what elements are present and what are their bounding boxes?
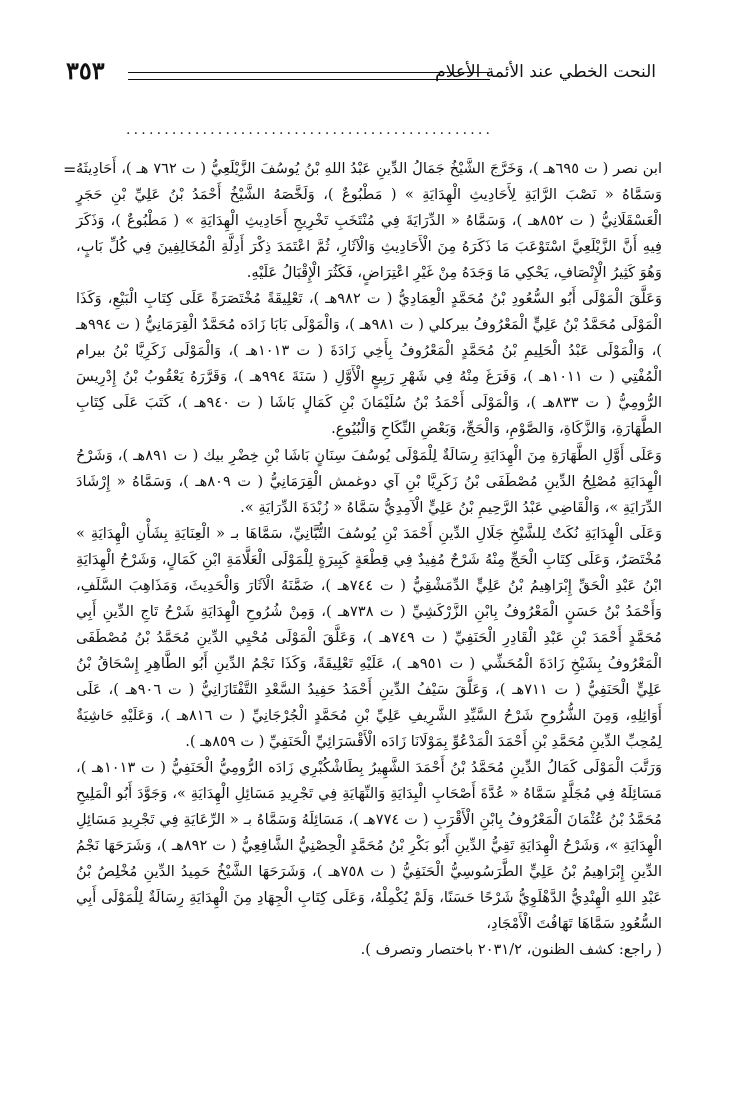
paragraph-3: وَعَلَى أَوَّلِ الطَّهَارَةِ مِنَ الْهِدَايَةِ رِسَالَةٌ لِلْمَوْلَى يُوسُفَ سِنَانٍ بَاشَا بْنِ خِضْرِ بيك ( ت ٨٩١هـ )، وَشَرْحُ الْهِدَايَةِ مُصْلِحُ الدِّينِ مُصْطَفَى بْنُ زَكَرِيَّا بْنِ آي دوغمش الْقِرَمَانِيُّ ( ت ٨٠٩هـ )، وَسَمَّاهُ « إِرْشَادَ الدِّرَايَةِ »، وَالْقَاضِي عَبْدُ الرَّحِيمِ بْنُ عَلِيٍّ الْآمِدِيُّ سَمَّاهُ « زُبْدَةَ الدِّرَايَةِ ». bbox=[76, 446, 662, 516]
reference-note: ( راجع: كشف الظنون، ٢٠٣١/٢ باختصار وتصرف ). bbox=[360, 941, 662, 959]
running-header bbox=[66, 56, 656, 96]
continuation-marker: = bbox=[63, 160, 77, 179]
footnote-separator: ................................................ bbox=[126, 122, 494, 138]
paragraph-4: وَعَلَى الْهِدَايَةِ نُكَتٌ لِلشَّيْخِ جَلَالِ الدِّينِ أَحْمَدَ بْنِ يُوسُفَ التُّبَّانِيِّ، سَمَّاهَا بـ « الْعِنَايَةِ بِشَأْنِ الْهِدَايَةِ » مُخْتَصَرٌ، وَعَلَى كِتَابِ الْحَجِّ مِنْهُ شَرْحٌ مُفِيدٌ فِي قِطْعَةٍ كَبِيرَةٍ لِلْمَوْلَى الْعَلَّامَةِ ابْنِ كَمَالٍ، وَشَرْحُ الْهِدَايَةِ ابْنُ عَبْدِ الْحَقِّ إِبْرَاهِيمُ بْنُ عَلِيٍّ الدِّمَشْقِيُّ ( ت ٧٤٤هـ )، ضَمَّنَهُ الْآثَارَ وَالْحَدِيثَ، وَمَذَاهِبَ السَّلَفِ، وَأَحْمَدُ بْنُ حَسَنٍ الْمَعْرُوفُ بِابْنِ الزَّرْكَشِيِّ ( ت ٧٣٨هـ )، وَمِنْ شُرُوحِ الْهِدَايَةِ شَرْحُ تَاجِ الدِّينِ أَبِي مُحَمَّدٍ أَحْمَدَ بْنِ عَبْدِ الْقَادِرِ الْحَنَفِيِّ ( ت ٧٤٩هـ )، وَعَلَّقَ الْمَوْلَى مُحْيِي الدِّينِ مُحَمَّدُ بْنُ مُصْطَفَى الْمَعْرُوفُ بِشَيْخِ زَادَةَ الْمُحَشِّي ( ت ٩٥١هـ )، عَلَيْهِ تَعْلِيقَةً، وَكَذَا نَجْمُ الدِّينِ أَبُو الطَّاهِرِ إِسْحَاقُ بْنُ عَلِيٍّ الْحَنَفِيُّ ( ت ٧١١هـ )، وَعَلَّقَ سَيْفُ الدِّينِ أَحْمَدُ حَفِيدُ السَّعْدِ التَّفْتَازَانِيُّ ( ت ٩٠٦هـ )، عَلَى أَوَائِلِهِ، وَمِنَ الشُّرُوحِ شَرْحُ السَّيِّدِ الشَّرِيفِ عَلِيِّ بْنِ مُحَمَّدٍ الْجُرْجَانِيِّ ( ت ٨١٦هـ )، وَعَلَيْهِ حَاشِيَةٌ لِمُحِبِّ الدِّينِ مُحَمَّدِ بْنِ أَحْمَدَ الْمَدْعُوِّ بِمَوْلَانَا زَادَه الْأَقْسَرَائِيِّ الْحَنَفِيِّ ( ت ٨٥٩هـ ). bbox=[76, 524, 663, 751]
header-double-rule bbox=[128, 72, 490, 80]
page-number: ٣٥٣ bbox=[66, 56, 105, 85]
paragraph-2: وَعَلَّقَ الْمَوْلَى أَبُو السُّعُودِ بْنُ مُحَمَّدٍ الْعِمَادِيُّ ( ت ٩٨٢هـ )، تَعْلِيقَةً مُخْتَصَرَةً عَلَى كِتَابِ الْبَيْعِ، وَكَذَا الْمَوْلَى مُحَمَّدُ بْنُ عَلِيٍّ الْمَعْرُوفُ بيركلي ( ت ٩٨١هـ )، وَالْمَوْلَى بَابَا زَادَه مُحَمَّدٌ الْقِرَمَانِيُّ ( ت ٩٩٤هـ )، وَالْمَوْلَى عَبْدُ الْحَلِيمِ بْنُ مُحَمَّدٍ الْمَعْرُوفُ بِأَخِي زَادَةَ ( ت ١٠١٣هـ )، وَالْمَوْلَى زَكَرِيَّا بْنُ بيرام الْمُفْتِي ( ت ١٠١١هـ )، وَفَرَغَ مِنْهُ فِي شَهْرِ رَبِيعٍ الْأَوَّلِ ( سَنَةَ ٩٩٤هـ )، وَقَرَّرَهُ يَعْقُوبُ بْنُ إِدْرِيسَ الرُّومِيُّ ( ت ٨٣٣هـ )، وَالْمَوْلَى أَحْمَدُ بْنُ سُلَيْمَانَ بْنِ كَمَالٍ بَاشَا ( ت ٩٤٠هـ )، كَتَبَ عَلَى كِتَابِ الطَّهَارَةِ، وَالزَّكَاةِ، وَالصَّوْمِ، وَالْحَجِّ، وَبَعْضِ النِّكَاحِ وَالْبُيُوعِ. bbox=[76, 290, 663, 438]
book-title: النحت الخطي عند الأئمة الأعلام bbox=[435, 62, 656, 82]
footnote-body bbox=[76, 156, 662, 963]
paragraph-1: ابن نصر ( ت ٦٩٥هـ )، وَخَرَّجَ الشَّيْخُ جَمَالُ الدِّينِ عَبْدُ اللهِ بْنُ يُوسُفَ الزَّيْلَعِيُّ ( ت ٧٦٢ هـ )، أَحَادِيثَهُ وَسَمَّاهُ « نَصْبَ الرَّايَةِ لِأَحَادِيثِ الْهِدَايَةِ » ( مَطْبُوعٌ )، وَلَخَّصَهُ الشَّيْخُ أَحْمَدُ بْنُ عَلِيِّ بْنِ حَجَرٍ الْعَسْقَلَانِيُّ ( ت ٨٥٢هـ )، وَسَمَّاهُ « الدِّرَايَةَ فِي مُنْتَخَبِ تَخْرِيجِ أَحَادِيثِ الْهِدَايَةِ » ( مَطْبُوعٌ )، وَذَكَرَ فِيهِ أَنَّ الزَّيْلَعِيَّ اسْتَوْعَبَ مَا ذَكَرَهُ مِنَ الْأَحَادِيثِ وَالْآثَارِ، ثُمَّ اعْتَمَدَ ذِكْرَ أَدِلَّةِ الْمُخَالِفِينَ فِي كُلِّ بَابٍ، وَهُوَ كَثِيرُ الْإِنْصَافِ، يَحْكِي مَا وَجَدَهُ مِنْ غَيْرِ اعْتِرَاضٍ، فَكَثُرَ الْإِقْبَالُ عَلَيْهِ. bbox=[76, 160, 663, 282]
paragraph-5: وَرَتَّبَ الْمَوْلَى كَمَالُ الدِّينِ مُحَمَّدُ بْنُ أَحْمَدَ الشَّهِيرُ بِطَاشْكُبْرِي زَادَه الرُّومِيُّ الْحَنَفِيُّ ( ت ١٠١٣هـ )، مَسَائِلَهُ فِي مُجَلَّدٍ سَمَّاهُ « عُدَّةَ أَصْحَابِ الْبِدَايَةِ وَالنِّهَايَةِ فِي تَجْرِيدِ مَسَائِلِ الْهِدَايَةِ »، وَجَوَّدَ أَبُو الْمَلِيحِ مُحَمَّدُ بْنُ عُثْمَانَ الْمَعْرُوفُ بِابْنِ الْأَقْرَبِ ( ت ٧٧٤هـ )، مَسَائِلَهُ وَسَمَّاهُ بـ « الرِّعَايَةِ فِي تَجْرِيدِ مَسَائِلِ الْهِدَايَةِ »، وَشَرْحُ الْهِدَايَةِ تَقِيُّ الدِّينِ أَبُو بَكْرِ بْنُ مُحَمَّدٍ الْحِصْنِيُّ الشَّافِعِيُّ ( ت ٨٩٢هـ )، وَشَرَحَهَا نَجْمُ الدِّينِ إِبْرَاهِيمُ بْنُ عَلِيٍّ الطَّرَسُوسِيُّ الْحَنَفِيُّ ( ت ٧٥٨هـ )، وَشَرَحَهَا الشَّيْخُ حَمِيدُ الدِّينِ مُخْلِصُ بْنُ عَبْدِ اللهِ الْهِنْدِيُّ الدَّهْلَوِيُّ شَرْحًا حَسَنًا، وَلَمْ يُكْمِلْهُ، وَعَلَى كِتَابِ الْجِهَادِ مِنَ الْهِدَايَةِ رِسَالَةٌ لِلْمَوْلَى أَبِي السُّعُودِ سَمَّاهَا تَهَافُتَ الْأَمْجَادِ، bbox=[76, 759, 663, 933]
